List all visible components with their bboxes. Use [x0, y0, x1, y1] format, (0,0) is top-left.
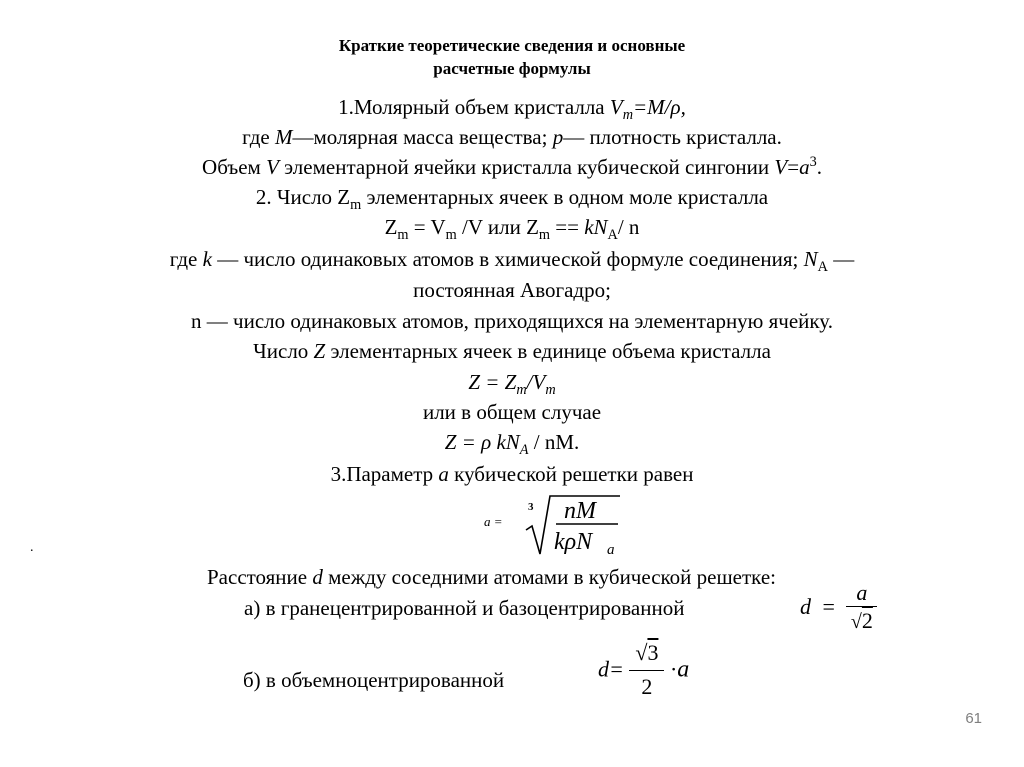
molar-mass-line: где M—молярная масса вещества; p— плотность кристалла.	[242, 125, 782, 149]
distance-line: Расстояние d между соседними атомами в кубической решетке:	[207, 565, 776, 589]
bcc-formula: d= $\frac{√3}{2}$ ·a	[598, 640, 689, 703]
stray-dot: .	[30, 540, 34, 555]
cells-per-mole-formula: $Z_m = V_m$ /V или $Z_m == kN_A/$ n	[384, 215, 640, 243]
cells-per-mole-line: 2. Число $Z_m$ элементарных ячеек в одном моле кристалла	[255, 185, 769, 213]
cells-per-volume-line: Число Z элементарных ячеек в единице объема кристалла	[253, 339, 771, 363]
root-numerator: nM	[564, 498, 596, 524]
root-denominator: kρN	[554, 529, 593, 555]
title-line-2: расчетные формулы	[433, 59, 591, 78]
root-index: 3	[528, 501, 534, 513]
k-definition-line: где k — число одинаковых атомов в химической формуле соединения; $N_A$ —	[169, 247, 855, 275]
avogadro-line: постоянная Авогадро;	[413, 278, 611, 302]
title-line-1: Краткие теоретические сведения и основные	[338, 36, 686, 55]
cell-volume-line: Объем V элементарной ячейки кристалла кубической сингонии $V=a^3$.	[202, 154, 822, 179]
lattice-parameter-line: 3.Параметр a кубической решетки равен	[330, 462, 694, 486]
cube-root-formula	[520, 488, 630, 560]
a-equals-label: a =	[484, 514, 503, 529]
root-denominator-sub: a	[607, 542, 615, 558]
general-case-line: или в общем случае	[422, 400, 602, 424]
n-definition-line: n — число одинаковых атомов, приходящихся на элементарную ячейку.	[191, 309, 833, 333]
fcc-line: а) в гранецентрированной и базоцентрированной	[244, 596, 685, 620]
general-formula: Z = ρ $kN_A$ / nM.	[444, 430, 580, 458]
bcc-line: б) в объемноцентрированной	[243, 668, 505, 692]
fcc-formula: d = $\frac{a}{√2}$	[800, 582, 877, 636]
cells-per-volume-formula: $Z = Z_m/V_m$	[468, 370, 556, 398]
page-number: 61	[965, 710, 982, 727]
molar-volume-line: 1.Молярный объем кристалла $V_m=M/\rho$,	[338, 95, 686, 123]
